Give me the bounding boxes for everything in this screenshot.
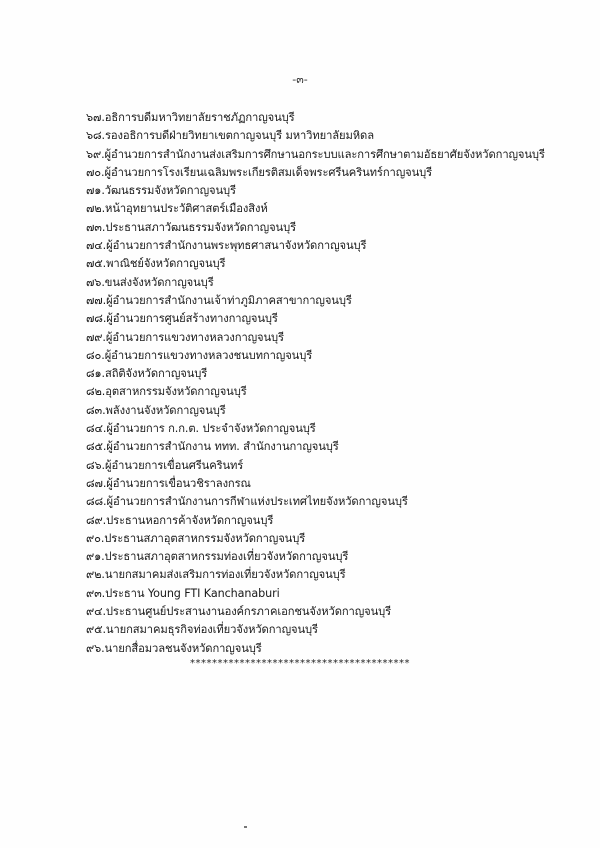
list-item: ๗๐.ผู้อำนวยการโรงเรียนเฉลิมพระเกียรติสมเด็จพระศรีนครินทร์กาญจนบุรี bbox=[86, 165, 433, 179]
list-item: ๖๗.อธิการบดีมหาวิทยาลัยราชภัฏกาญจนบุรี bbox=[86, 111, 295, 124]
list-item: ๙๕.นายกสมาคมธุรกิจท่องเที่ยวจังหวัดกาญจนบุรี bbox=[86, 623, 318, 637]
list-item: ๙๐.ประธานสภาอุตสาหกรรมจังหวัดกาญจนบุรี bbox=[86, 531, 306, 545]
list-item: ๗๖.ขนส่งจังหวัดกาญจนบุรี bbox=[86, 275, 214, 289]
list-item: ๗๕.พาณิชย์จังหวัดกาญจนบุรี bbox=[86, 257, 226, 271]
scan-mark bbox=[244, 826, 247, 828]
list-item: ๘๖.ผู้อำนวยการเขื่อนศรีนครินทร์ bbox=[86, 458, 244, 472]
list-item: ๘๔.ผู้อำนวยการ ก.ก.ต. ประจำจังหวัดกาญจนบุรี bbox=[86, 422, 316, 436]
list-item: ๙๑.ประธานสภาอุตสาหกรรมท่องเที่ยวจังหวัดกาญจนบุรี bbox=[86, 550, 349, 564]
recipient-list bbox=[86, 109, 566, 658]
list-item: ๗๘.ผู้อำนวยการศูนย์สร้างทางกาญจนบุรี bbox=[86, 312, 278, 326]
list-item: ๗๒.หน้าอุทยานประวัติศาสตร์เมืองสิงห์ bbox=[86, 202, 268, 216]
list-item: ๘๓.พลังงานจังหวัดกาญจนบุรี bbox=[86, 403, 226, 417]
list-item: ๙๓.ประธาน Young FTI Kanchanaburi bbox=[86, 586, 280, 600]
list-item: ๘๘.ผู้อำนวยการสำนักงานการกีฬาแห่งประเทศไทยจังหวัดกาญจนบุรี bbox=[86, 495, 408, 509]
end-divider: **************************************** bbox=[190, 658, 410, 669]
list-item: ๖๙.ผู้อำนวยการสำนักงานส่งเสริมการศึกษานอกระบบและการศึกษาตามอัธยาศัยจังหวัดกาญจนบุรี bbox=[86, 147, 545, 161]
list-item: ๘๒.อุตสาหกรรมจังหวัดกาญจนบุรี bbox=[86, 385, 247, 399]
list-item: ๘๙.ประธานหอการค้าจังหวัดกาญจนบุรี bbox=[86, 513, 274, 527]
list-item: ๗๔.ผู้อำนวยการสำนักงานพระพุทธศาสนาจังหวัดกาญจนบุรี bbox=[86, 239, 367, 253]
list-item: ๗๗.ผู้อำนวยการสำนักงานเจ้าท่าภูมิภาคสาขากาญจนบุรี bbox=[86, 293, 352, 307]
list-item: ๘๕.ผู้อำนวยการสำนักงาน ททท. สำนักงานกาญจนบุรี bbox=[86, 440, 339, 454]
list-item: ๙๖.นายกสื่อมวลชนจังหวัดกาญจนบุรี bbox=[86, 641, 262, 655]
list-item: ๖๘.รองอธิการบดีฝ่ายวิทยาเขตกาญจนบุรี มหาวิทยาลัยมหิดล bbox=[86, 129, 374, 143]
list-item: ๗๓.ประธานสภาวัฒนธรรมจังหวัดกาญจนบุรี bbox=[86, 220, 296, 234]
list-item: ๘๗.ผู้อำนวยการเขื่อนวชิราลงกรณ bbox=[86, 476, 251, 490]
list-item: ๗๑.วัฒนธรรมจังหวัดกาญจนบุรี bbox=[86, 184, 236, 198]
list-item: ๙๒.นายกสมาคมส่งเสริมการท่องเที่ยวจังหวัดกาญจนบุรี bbox=[86, 568, 346, 582]
list-item: ๙๔.ประธานศูนย์ประสานงานองค์กรภาคเอกชนจังหวัดกาญจนบุรี bbox=[86, 605, 392, 619]
list-item: ๘๐.ผู้อำนวยการแขวงทางหลวงชนบทกาญจนบุรี bbox=[86, 348, 313, 362]
list-item: ๗๙.ผู้อำนวยการแขวงทางหลวงกาญจนบุรี bbox=[86, 330, 284, 344]
list-item: ๘๑.สถิติจังหวัดกาญจนบุรี bbox=[86, 367, 208, 381]
page-number: -๓- bbox=[292, 73, 308, 86]
